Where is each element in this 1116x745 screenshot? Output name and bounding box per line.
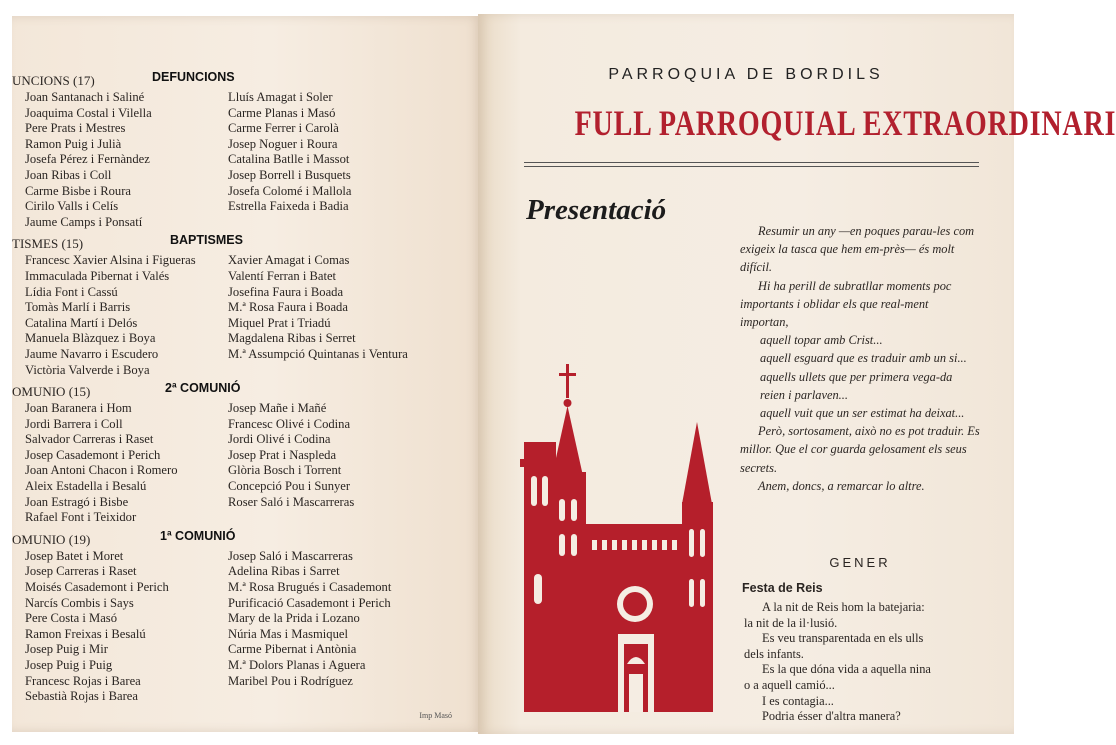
name-entry: Roser Saló i Mascarreras bbox=[228, 494, 355, 509]
spire-finial bbox=[564, 399, 572, 407]
festa-text bbox=[744, 600, 982, 725]
presentation-paragraph: Hi ha perill de subratllar moments poc importants i oblidar els que real-ment importan, bbox=[740, 278, 952, 330]
name-column bbox=[228, 253, 458, 378]
right-page bbox=[478, 14, 1116, 734]
festa-line: la nit de la il·lusió. bbox=[744, 615, 838, 630]
name-entry: Josefina Faura i Boada bbox=[228, 284, 344, 299]
presentation-text bbox=[740, 222, 980, 495]
name-entry: Josefa Colomé i Mallola bbox=[228, 183, 352, 198]
name-entry: Ramon Freixas i Besalú bbox=[25, 626, 146, 641]
cross-vertical bbox=[566, 364, 569, 398]
sacrament-section bbox=[12, 70, 472, 230]
name-entry: Concepció Pou i Sunyer bbox=[228, 479, 351, 494]
name-entry: Joan Ribas i Coll bbox=[25, 167, 112, 182]
parish-name: PARROQUIA DE BORDILS bbox=[608, 66, 884, 83]
festa-line: Es la que dóna vida a aquella nina bbox=[762, 662, 931, 677]
sacrament-section bbox=[12, 381, 472, 526]
name-entry: Lídia Font i Cassú bbox=[25, 284, 118, 299]
name-entry: Carme Ferrer i Carolà bbox=[228, 121, 339, 136]
section-heading: DEFUNCIONS bbox=[152, 70, 235, 84]
name-entry: Jordi Barrera i Coll bbox=[25, 416, 123, 431]
name-column bbox=[228, 549, 458, 705]
cross-horizontal bbox=[559, 373, 576, 376]
name-entry: Mary de la Prida i Lozano bbox=[228, 611, 360, 626]
name-entry: Josep Noguer i Roura bbox=[228, 136, 338, 151]
name-entry: Josep Saló i Mascarreras bbox=[228, 548, 353, 563]
church-illustration bbox=[514, 364, 714, 724]
presentation-paragraph: Però, sortosament, això no es pot traduir. Es millor. Que el cor guarda gelosament els seus secrets. bbox=[740, 424, 980, 475]
name-entry: Joan Estragó i Bisbe bbox=[25, 494, 129, 509]
name-entry: Adelina Ribas i Sarret bbox=[228, 564, 340, 579]
name-column bbox=[228, 90, 458, 230]
name-entry: Cirilo Valls i Celís bbox=[25, 199, 119, 214]
name-entry: M.ª Assumpció Quintanas i Ventura bbox=[228, 346, 408, 361]
festa-line: I es contagia... bbox=[762, 693, 834, 708]
section-header bbox=[12, 381, 472, 401]
section-heading: 2ª COMUNIÓ bbox=[165, 381, 241, 396]
title-rule-bottom bbox=[524, 166, 979, 167]
name-entry: Victòria Valverde i Boya bbox=[25, 362, 150, 377]
left-page bbox=[12, 16, 482, 732]
section-count: OMUNIO (19) bbox=[12, 531, 91, 547]
festa-line: Podria ésser d'altra manera? bbox=[762, 709, 901, 724]
presentation-paragraph: aquell vuit que un ser estimat ha deixat... bbox=[760, 406, 965, 421]
section-header bbox=[12, 233, 472, 253]
name-entry: Aleix Estadella i Besalú bbox=[25, 479, 147, 494]
name-entry: Carme Bisbe i Roura bbox=[25, 183, 131, 198]
name-entry: Joan Antoni Chacon i Romero bbox=[25, 463, 178, 478]
name-entry: Josep Puig i Mir bbox=[25, 642, 108, 657]
left-tower-ledge bbox=[520, 459, 560, 467]
name-entry: Purificació Casademont i Perich bbox=[228, 595, 391, 610]
subheading: Festa de Reis bbox=[742, 581, 823, 595]
name-entry: Joan Santanach i Saliné bbox=[25, 90, 145, 104]
festa-line: A la nit de Reis hom la batejaria: bbox=[762, 600, 925, 614]
newsletter-title: FULL PARROQUIAL EXTRAORDINARI bbox=[574, 103, 1116, 143]
month-heading: GENER bbox=[829, 555, 891, 570]
name-entry: Xavier Amagat i Comas bbox=[228, 253, 350, 268]
name-entry: Catalina Batlle i Massot bbox=[228, 152, 350, 167]
name-column bbox=[12, 90, 228, 230]
title-rule-top bbox=[524, 162, 979, 163]
presentation-paragraph: aquell topar amb Crist... bbox=[760, 333, 883, 348]
name-entry: Maribel Pou i Rodríguez bbox=[228, 673, 353, 688]
presentation-paragraph: Anem, doncs, a remarcar lo altre. bbox=[758, 478, 925, 493]
name-entry: Miquel Prat i Triadú bbox=[228, 315, 331, 330]
name-entry: Catalina Martí i Delós bbox=[25, 315, 138, 330]
name-entry: Narcís Combis i Says bbox=[25, 595, 134, 610]
section-header bbox=[12, 529, 472, 549]
section-count: UNCIONS (17) bbox=[12, 73, 95, 88]
name-entry: M.ª Rosa Brugués i Casademont bbox=[228, 580, 392, 595]
name-entry: Joan Baranera i Hom bbox=[25, 401, 132, 416]
name-entry: Jordi Olivé i Codina bbox=[228, 432, 331, 447]
name-entry: Francesc Xavier Alsina i Figueras bbox=[25, 253, 196, 268]
name-entry: Jaume Navarro i Escudero bbox=[25, 346, 159, 361]
name-entry: Pere Costa i Masó bbox=[25, 611, 117, 626]
section-heading: 1ª COMUNIÓ bbox=[160, 528, 236, 543]
name-entry: Immaculada Pibernat i Valés bbox=[25, 268, 170, 283]
name-entry: Francesc Rojas i Barea bbox=[25, 673, 141, 688]
name-entry: Josep Borrell i Busquets bbox=[228, 167, 351, 182]
name-entry: Lluís Amagat i Soler bbox=[228, 90, 333, 104]
section-count: TISMES (15) bbox=[12, 236, 84, 252]
name-entry: Núria Mas i Masmiquel bbox=[228, 626, 348, 641]
name-entry: Carme Planas i Masó bbox=[228, 105, 336, 120]
name-entry: Carme Pibernat i Antònia bbox=[228, 642, 357, 657]
presentation-paragraph: aquell esguard que es traduir amb un si... bbox=[760, 351, 967, 366]
section-header bbox=[12, 70, 472, 90]
name-entry: Josep Casademont i Perich bbox=[25, 447, 161, 462]
name-entry: Moisés Casademont i Perich bbox=[25, 580, 169, 595]
bell-tower bbox=[550, 472, 586, 712]
sacraments-list bbox=[12, 68, 472, 708]
name-entry: Rafael Font i Teixidor bbox=[25, 510, 137, 525]
name-entry: Josep Batet i Moret bbox=[25, 548, 124, 563]
sacrament-section bbox=[12, 233, 472, 378]
section-title: Presentació bbox=[526, 194, 667, 226]
name-entry: Josep Puig i Puig bbox=[25, 658, 113, 672]
name-entry: Francesc Olivé i Codina bbox=[228, 416, 351, 431]
festa-line: o a aquell camió... bbox=[744, 677, 835, 692]
name-entry: Josefa Pérez i Fernàndez bbox=[25, 152, 150, 167]
name-entry: Josep Carreras i Raset bbox=[25, 564, 137, 579]
name-entry: Glòria Bosch i Torrent bbox=[228, 463, 342, 478]
name-column bbox=[12, 253, 228, 378]
printer-imprint: Imp Masó bbox=[419, 711, 452, 720]
name-entry: Sebastià Rojas i Barea bbox=[25, 689, 138, 704]
section-heading: BAPTISMES bbox=[170, 233, 243, 248]
sacrament-section bbox=[12, 529, 472, 705]
name-entry: Ramon Puig i Julià bbox=[25, 136, 122, 151]
name-entry: Valentí Ferran i Batet bbox=[228, 268, 337, 283]
name-column bbox=[12, 401, 228, 526]
name-entry: Joaquima Costal i Vilella bbox=[25, 105, 152, 120]
name-entry: Manuela Blàzquez i Boya bbox=[25, 331, 156, 346]
festa-line: dels infants. bbox=[744, 646, 804, 661]
festa-line: Es veu transparentada en els ulls bbox=[762, 631, 924, 646]
presentation-paragraph: Resumir un any —en poques parau-les com exigeix la tasca que hem em-près— és molt difícil. bbox=[740, 224, 975, 275]
name-column bbox=[12, 549, 228, 705]
name-entry: Josep Prat i Naspleda bbox=[228, 447, 337, 462]
presentation-paragraph: aquells ullets que per primera vega-da reien i parlaven... bbox=[760, 369, 953, 402]
name-column bbox=[228, 401, 458, 526]
name-entry: Josep Mañe i Mañé bbox=[228, 401, 327, 416]
right-spire bbox=[682, 422, 712, 504]
name-entry: Jaume Camps i Ponsatí bbox=[25, 214, 143, 229]
facade-cornice bbox=[578, 524, 688, 534]
name-entry: Estrella Faixeda i Badia bbox=[228, 199, 349, 214]
name-entry: Tomàs Marlí i Barris bbox=[25, 300, 131, 315]
name-entry: M.ª Dolors Planas i Aguera bbox=[228, 658, 366, 672]
name-entry: Salvador Carreras i Raset bbox=[25, 432, 154, 447]
name-entry: Pere Prats i Mestres bbox=[25, 121, 126, 136]
name-entry: Magdalena Ribas i Serret bbox=[228, 331, 356, 346]
name-entry: M.ª Rosa Faura i Boada bbox=[228, 300, 348, 315]
section-count: OMUNIO (15) bbox=[12, 384, 91, 400]
